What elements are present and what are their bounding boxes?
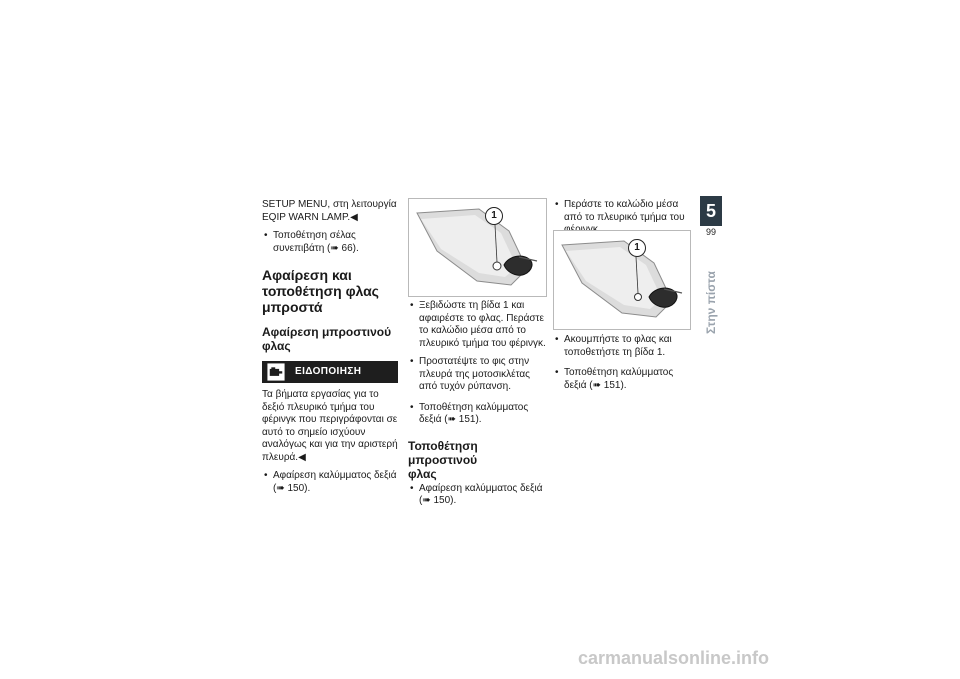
list-item: • Τοποθέτηση σέλας συνεπιβάτη (➠ 66). [264,230,359,254]
heading-line: μπροστά [262,299,323,315]
chapter-number-tab: 5 [700,196,722,226]
list-item: • Ακουμπήστε το φλας και τοποθετήστε τη βίδα 1. [555,334,672,358]
bullet-text: Τοποθέτηση σέλας συνεπιβάτη (➠ 66). [273,230,359,254]
subsection-heading [262,325,398,353]
callout-number [485,207,503,225]
warning-icon [267,363,284,380]
heading-line: φλας [262,339,291,353]
bullet-text: Αφαίρεση καλύμματος δεξιά (➠ 150). [273,470,397,494]
subsection-heading [408,439,546,481]
bullet-text: Ακουμπήστε το φλας και τοποθετήστε τη βίδα 1. [564,334,672,358]
heading-line: φλας [408,466,437,481]
list-item: • Αφαίρεση καλύμματος δεξιά (➠ 150). [264,470,397,494]
heading-line: Αφαίρεση μπροστινού [262,325,392,339]
column-left [262,199,398,501]
section-side-title: Στην πίστα [704,271,718,334]
warning-box [262,361,398,383]
section-heading [262,267,398,315]
list-item: • Ξεβιδώστε τη βίδα 1 και αφαιρέστε το φλας. Περάστε το καλώδιο μέσα από το πλευρικό τμήμα του φέρινγκ. [410,300,546,349]
fairing-illustration [409,199,546,296]
heading-line: Τοποθέτηση μπροστινού [408,438,478,467]
heading-line: τοποθέτηση φλας [262,283,379,299]
figure-remove-indicator [408,198,547,297]
list-item: • Περάστε το καλώδιο μέσα από το πλευρικό τμήμα του [553,199,693,237]
bullet-text: Προστατέψτε το φις στην πλευρά της μοτοσικλέτας από τυχόν ρύπανση. [419,356,530,392]
bullet-text: Τοποθέτηση καλύμματος δεξιά (➠ 151). [419,401,529,425]
page-number: 99 [705,227,716,237]
figure-install-indicator [553,230,691,330]
list-item: • Αφαίρεση καλύμματος δεξιά (➠ 150). [410,482,543,506]
list-item: • Τοποθέτηση καλύμματος δεξιά (➠ 151). [555,367,674,391]
callout-number [628,239,646,257]
watermark: carmanualsonline.info [578,648,770,668]
list-item: • Προστατέψτε το φις στην πλευρά της μοτοσικλέτας από τυχόν ρύπανση. [410,356,530,392]
list-item: • Τοποθέτηση καλύμματος δεξιά (➠ 151). [410,401,529,425]
intro-text: SETUP MENU, στη λειτουργία EQIP WARN LAMP.◀ [262,199,397,223]
callout-label: 1 [491,210,497,221]
column-middle [408,300,546,514]
bullet-text: Τοποθέτηση καλύμματος δεξιά (➠ 151). [564,367,674,391]
warning-text: Τα βήματα εργασίας για το δεξιό πλευρικό τμήμα του φέρινγκ που περιγράφονται σε αυτό το σημείο ισχύουν αναλόγως και για την αριστερή πλευρά.◀ [262,389,398,463]
column-right-lower [553,334,693,398]
bullet-text: Περάστε το καλώδιο μέσα από το πλευρικό τμήμα του [564,199,685,223]
warning-label: ΕΙΔΟΠΟΙΗΣΗ [295,365,362,377]
callout-label: 1 [634,242,640,253]
bullet-text: Αφαίρεση καλύμματος δεξιά (➠ 150). [419,482,543,506]
bullet-text: Ξεβιδώστε τη βίδα 1 και αφαιρέστε το φλας. Περάστε το καλώδιο μέσα από το πλευρικό τμήμα του φέρινγκ. [419,300,546,349]
heading-line: Αφαίρεση και [262,267,352,283]
fairing-illustration [554,231,690,329]
